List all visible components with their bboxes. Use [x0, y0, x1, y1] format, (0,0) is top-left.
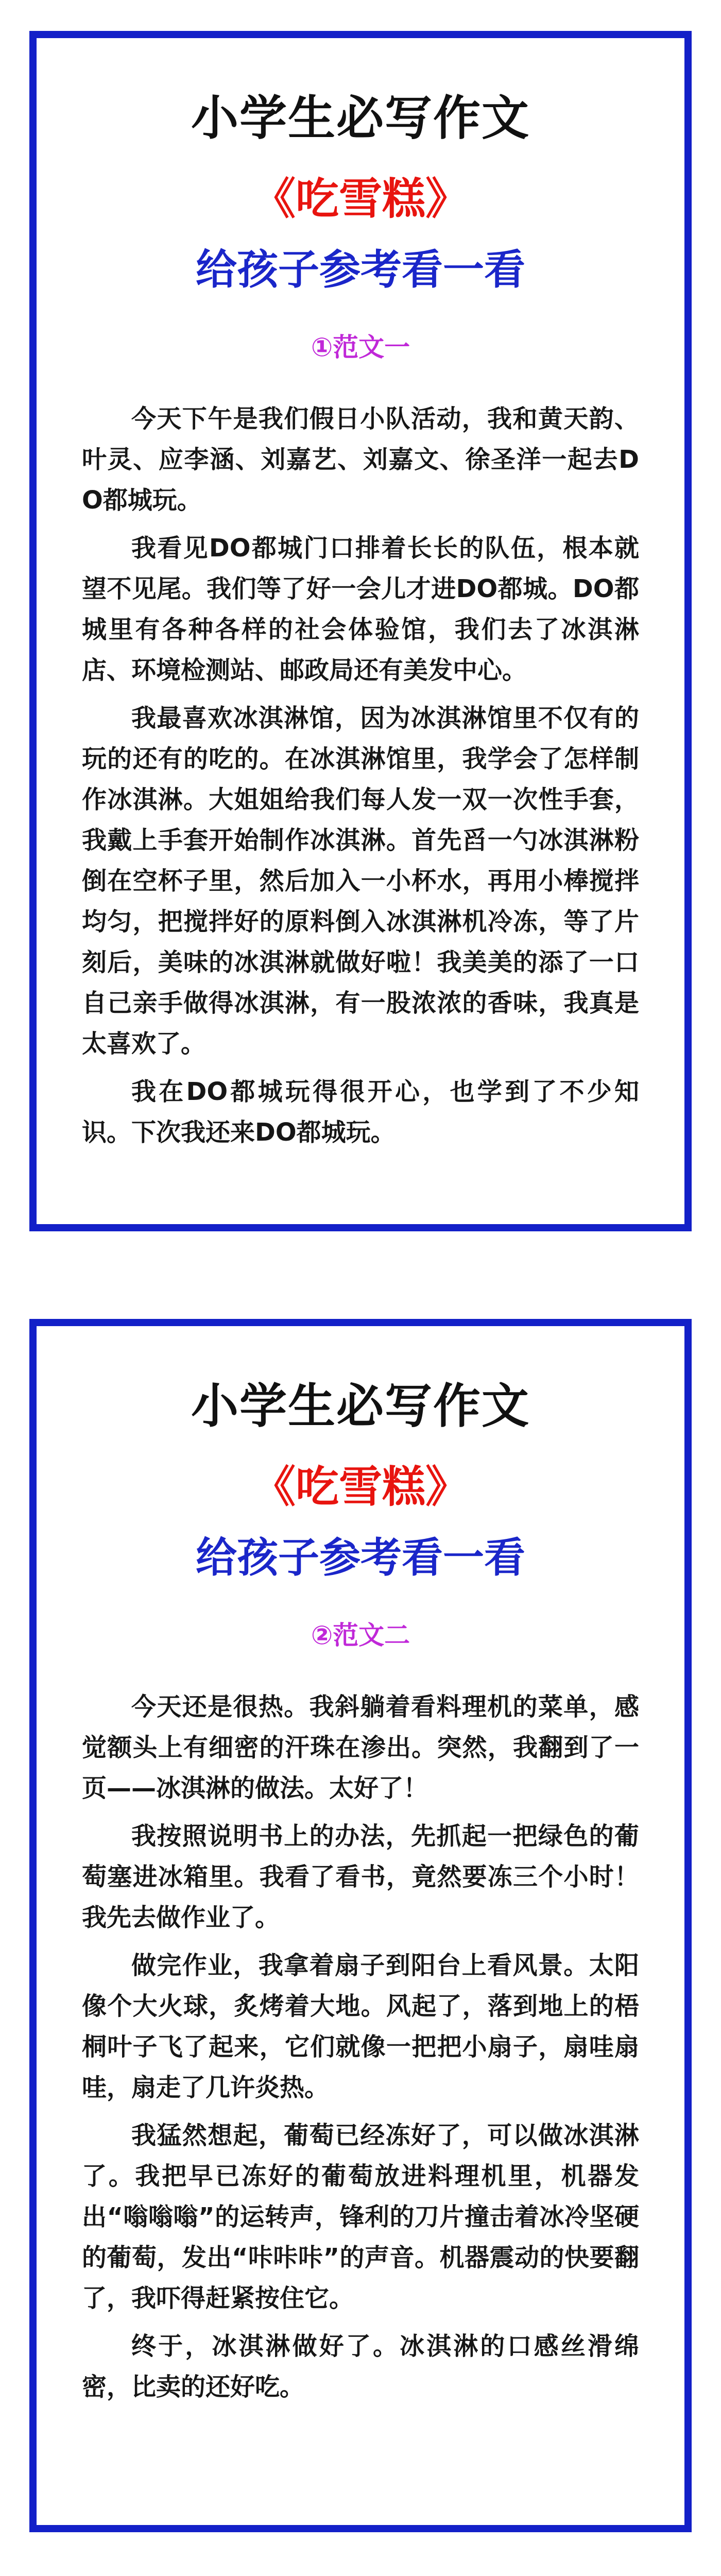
section-label: ②范文二: [311, 1620, 410, 1650]
paragraph: 做完作业，我拿着扇子到阳台上看风景。太阳像个大火球，炙烤着大地。风起了，落到地上的梧桐叶子飞了起来，它们就像一把把小扇子，扇哇扇哇，扇走了几许炎热。: [82, 1951, 639, 2102]
card-title: 小学生必写作文: [191, 1379, 530, 1434]
section-label: ①范文一: [311, 332, 410, 362]
paragraph: 今天还是很热。我斜躺着看料理机的菜单，感觉额头上有细密的汗珠在渗出。突然，我翻到了一页——冰淇淋的做法。太好了！: [82, 1692, 639, 1803]
paragraph: 我在DO都城玩得很开心，也学到了不少知识。下次我还来DO都城玩。: [82, 1077, 639, 1147]
essay-body: [82, 399, 639, 1160]
paragraph: 我按照说明书上的办法，先抓起一把绿色的葡萄塞进冰箱里。我看了看书，竟然要冻三个小时！我先去做作业了。: [82, 1822, 639, 1932]
paragraph: 我看见DO都城门口排着长长的队伍，根本就望不见尾。我们等了好一会儿才进DO都城。DO都城里有各种各样的社会体验馆，我们去了冰淇淋店、环境检测站、邮政局还有美发中心。: [82, 534, 639, 685]
paragraph: 我猛然想起，葡萄已经冻好了，可以做冰淇淋了。我把早已冻好的葡萄放进料理机里，机器发出“嗡嗡嗡”的运转声，锋利的刀片撞击着冰冷坚硬的葡萄，发出“咔咔咔”的声音。机器震动的快要翻了，我吓得赶紧按住它。: [82, 2121, 639, 2313]
paragraph: 我最喜欢冰淇淋馆，因为冰淇淋馆里不仅有的玩的还有的吃的。在冰淇淋馆里，我学会了怎样制作冰淇淋。大姐姐给我们每人发一双一次性手套，我戴上手套开始制作冰淇淋。首先舀一勺冰淇淋粉倒在空杯子里，然后加入一小杯水，再用小棒搅拌均匀，把搅拌好的原料倒入冰淇淋机冷冻，等了片刻后，美味的冰淇淋就做好啦！我美美的添了一口自己亲手做得冰淇淋，有一股浓浓的香味，我真是太喜欢了。: [82, 704, 639, 1058]
card-title: 小学生必写作文: [191, 91, 530, 146]
tagline: 给孩子参考看一看: [196, 1534, 525, 1582]
paragraph: 终于，冰淇淋做好了。冰淇淋的口感丝滑绵密，比卖的还好吃。: [82, 2332, 639, 2401]
tagline: 给孩子参考看一看: [196, 246, 525, 294]
paragraph: 今天下午是我们假日小队活动，我和黄天韵、叶灵、应李涵、刘嘉艺、刘嘉文、徐圣洋一起去DO都城玩。: [82, 404, 639, 515]
essay-body: [82, 1687, 639, 2415]
essay-topic: 《吃雪糕》: [252, 174, 469, 224]
essay-card-2: [29, 1319, 692, 2532]
essay-topic: 《吃雪糕》: [252, 1462, 469, 1512]
essay-card-1: [29, 31, 692, 1231]
